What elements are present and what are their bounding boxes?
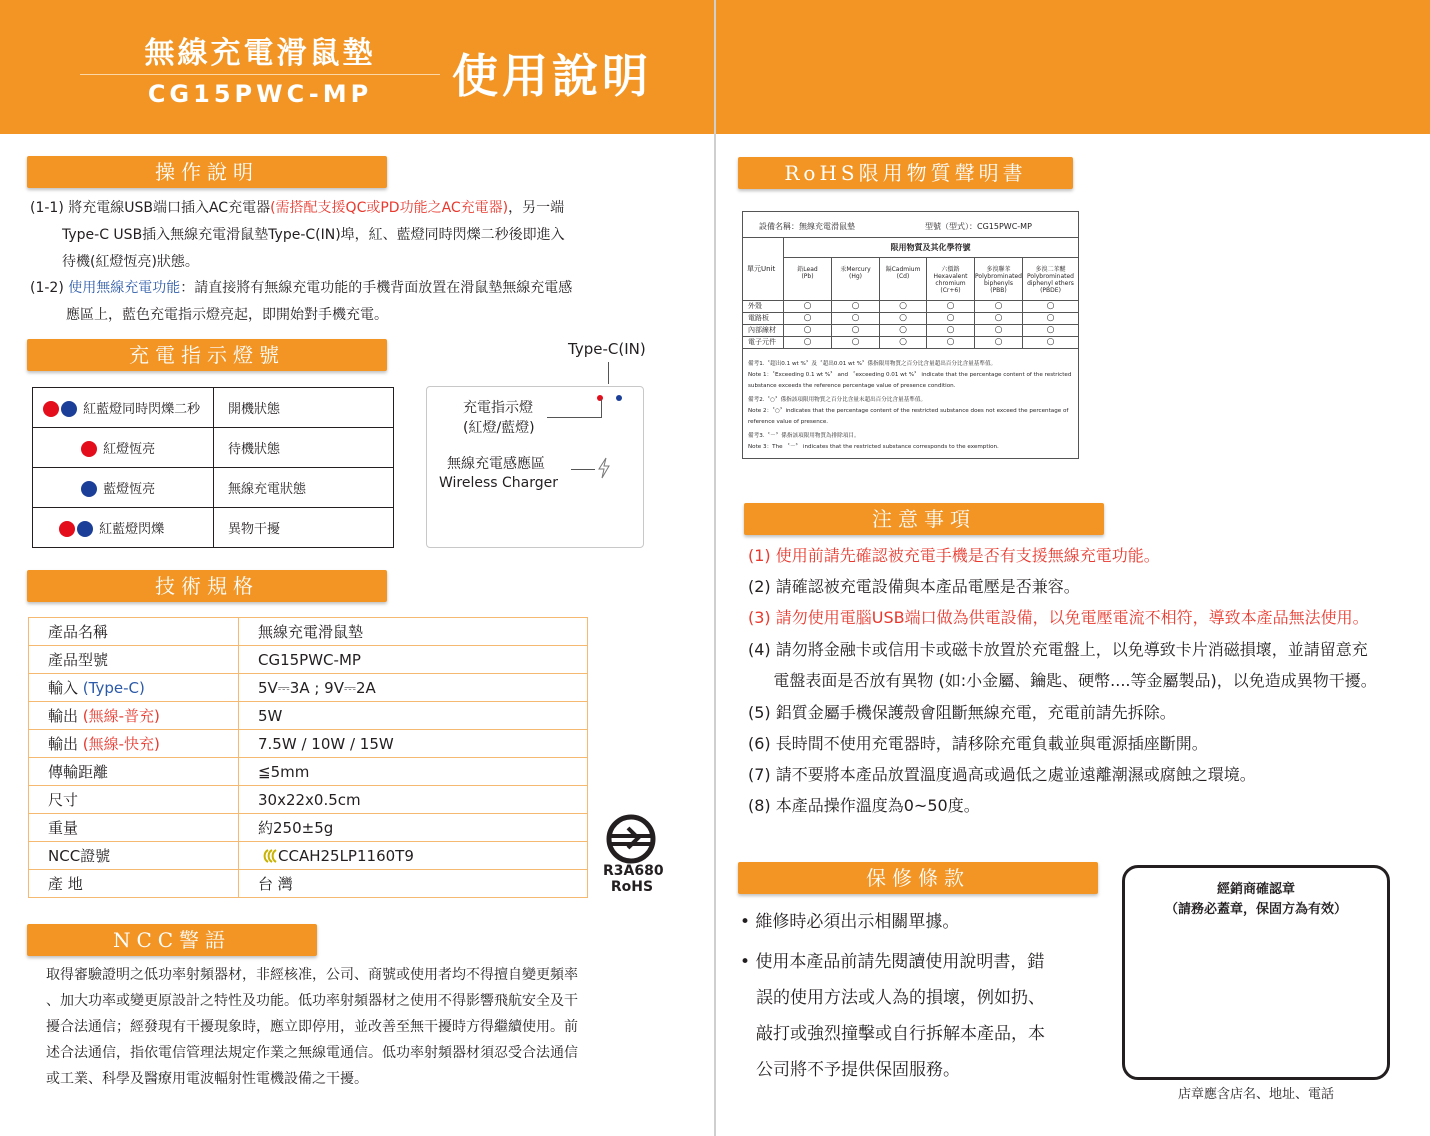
led-leader-line-v xyxy=(601,399,602,418)
rohs-mark: ○ xyxy=(974,337,1022,349)
rohs-mark: ○ xyxy=(831,313,879,325)
rohs-unit: 電子元件 xyxy=(748,338,776,346)
rohs-mark: ○ xyxy=(926,313,974,325)
spec-value: 7.5W / 10W / 15W xyxy=(239,730,588,758)
warranty-item-1-text: 維修時必須出示相關單據。 xyxy=(755,912,960,932)
spec-key-note: (無線-快充) xyxy=(82,735,160,753)
dealer-stamp-box xyxy=(1122,865,1390,1080)
table-row xyxy=(29,646,588,674)
rohs-mark: ○ xyxy=(879,313,926,325)
spec-key-note: (Type-C) xyxy=(82,679,145,697)
step-2-number: (1-2) xyxy=(30,280,69,296)
table-row xyxy=(29,702,588,730)
dealer-note: （請務必蓋章，保固方為有效） xyxy=(1164,902,1347,917)
caution-item: (6) 長時間不使用充電器時，請移除充電負載並與電源插座斷開。 xyxy=(748,734,1208,753)
rohs-substance-name: 多溴二苯醚 Polybrominated diphenyl ethers xyxy=(1027,266,1074,287)
rohs-type: 型號（型式）：CG15PWC-MP xyxy=(925,222,1032,231)
rohs-mark: ○ xyxy=(783,337,831,349)
table-row xyxy=(29,618,588,646)
rohs-note: 備考3.〝－〞係指該項限用物質為排除項目。 xyxy=(748,433,860,439)
table-row xyxy=(33,388,394,428)
rohs-mark: ○ xyxy=(1022,313,1078,325)
rohs-note: substance exceeds the reference percentage value of presence condition. xyxy=(748,383,956,389)
rohs-substance-symbol: (Hg) xyxy=(848,273,862,280)
spec-key: 重量 xyxy=(48,819,79,837)
spec-key: 產品型號 xyxy=(48,651,109,669)
table-row xyxy=(29,730,588,758)
rohs-mark: ○ xyxy=(926,337,974,349)
rohs-unit: 外殼 xyxy=(748,302,762,310)
rohs-mark: ○ xyxy=(831,337,879,349)
rohs-mark: ○ xyxy=(831,301,879,313)
cautions-section-title: 注意事項 xyxy=(744,503,1104,535)
left-header-bar xyxy=(0,0,714,134)
step-1-requirement: (需搭配支援QC或PD功能之AC充電器) xyxy=(270,200,509,216)
indicator-state: 待機狀態 xyxy=(214,428,394,468)
rohs-mark: ○ xyxy=(926,325,974,337)
rohs-equipment: 設備名稱：無線充電滑鼠墊 xyxy=(759,222,855,231)
product-model: CG15PWC-MP xyxy=(147,80,373,108)
specs-section-title: 技術規格 xyxy=(27,570,387,602)
spec-key: 產 地 xyxy=(48,875,83,893)
indicator-light: 紅燈恆亮 xyxy=(103,441,156,457)
manual-title: 使用說明 xyxy=(452,49,652,103)
table-row xyxy=(29,758,588,786)
ncc-line: 擾合法通信；經發現有干擾現象時，應立即停用，並改善至無干擾時方得繼續使用。前 xyxy=(46,1019,578,1035)
rohs-substance-name: 六價鉻 Hexavalent chromium xyxy=(933,266,968,287)
operation-section-title: 操作說明 xyxy=(27,156,387,188)
blue-led-icon xyxy=(81,481,97,497)
table-row xyxy=(29,814,588,842)
table-row xyxy=(29,870,588,898)
rohs-note: 備考2.〝○〞係指該項限用物質之百分比含量未超出百分比含量基準值。 xyxy=(748,397,927,403)
rohs-unit: 電路板 xyxy=(748,314,769,322)
mousepad-diagram xyxy=(426,386,644,548)
spec-value: ≦5mm xyxy=(239,758,588,786)
warranty-item-2-line: 誤的使用方法或人為的損壞，例如扔、 xyxy=(756,988,1045,1008)
caution-item: (4) 請勿將金融卡或信用卡或磁卡放置於充電盤上，以免導致卡片消磁損壞，並請留意充 xyxy=(748,640,1368,659)
warranty-item-2-line: 公司將不予提供保固服務。 xyxy=(756,1060,960,1080)
rohs-substance-symbol: (Cr+6) xyxy=(940,287,961,294)
table-row xyxy=(743,301,1078,313)
rohs-mark: ○ xyxy=(879,301,926,313)
indicator-state: 無線充電狀態 xyxy=(214,468,394,508)
led-label-colors: (紅燈/藍燈) xyxy=(463,420,535,436)
table-row xyxy=(29,786,588,814)
table-row xyxy=(29,674,588,702)
operation-step-2 xyxy=(30,275,572,301)
indicator-section-title: 充電指示燈號 xyxy=(27,339,387,371)
spec-key: 輸出 xyxy=(48,707,83,725)
table-row xyxy=(743,313,1078,325)
rohs-substance-symbol: (Pb) xyxy=(801,273,814,280)
step-2-feature: 使用無線充電功能 xyxy=(68,280,181,296)
rohs-mark: ○ xyxy=(783,313,831,325)
rohs-mark: ○ xyxy=(831,325,879,337)
charging-zone-label: 無線充電感應區 xyxy=(447,456,545,472)
operation-step-1 xyxy=(30,195,564,221)
rohs-unit-header: 單元Unit xyxy=(747,265,776,273)
table-row xyxy=(33,468,394,508)
ncc-line: 或工業、科學及醫療用電波輻射性電機設備之干擾。 xyxy=(46,1071,368,1087)
page-fold-divider xyxy=(714,0,716,1136)
rohs-mark: ○ xyxy=(974,325,1022,337)
red-led-icon xyxy=(43,401,59,417)
warranty-item-2-line: 敲打或強烈撞擊或自行拆解本產品，本 xyxy=(756,1024,1045,1044)
red-led-dot-icon xyxy=(597,395,603,401)
specs-table xyxy=(28,617,588,898)
caution-item: (7) 請不要將本產品放置溫度過高或過低之處並遠離潮濕或腐蝕之環境。 xyxy=(748,765,1256,784)
rohs-mark: ○ xyxy=(783,325,831,337)
rohs-mark: ○ xyxy=(1022,337,1078,349)
warranty-item-2: • 使用本產品前請先閱讀使用說明書，錯 誤的使用方法或人為的損壞，例如扔、 敲打或強烈撞擊或自行拆解本產品，本 公司將不予提供保固服務。 xyxy=(740,944,1045,1088)
header-rule xyxy=(80,74,440,75)
rohs-declaration-table xyxy=(742,211,1079,459)
zone-leader-line xyxy=(571,469,595,470)
spec-key: 傳輸距離 xyxy=(48,763,109,781)
caution-item: (1) 使用前請先確認被充電手機是否有支援無線充電功能。 xyxy=(748,546,1160,565)
spec-value: 30x22x0.5cm xyxy=(239,786,588,814)
product-name: 無線充電滑鼠墊 xyxy=(144,36,376,71)
spec-key: 輸出 xyxy=(48,735,83,753)
ncc-logo-icon xyxy=(258,848,278,864)
rohs-note: 備考1.〝超出0.1 wt %〞及〝超出0.01 wt %〞係指限用物質之百分比含量超出百分比含量基準值。 xyxy=(748,361,997,367)
led-leader-line xyxy=(547,417,602,418)
bsmi-rohs: RoHS xyxy=(610,879,654,895)
caution-item: (3) 請勿使用電腦USB端口做為供電設備，以免電壓電流不相符，導致本產品無法使用。 xyxy=(748,608,1369,627)
rohs-note: reference value of presence. xyxy=(748,419,829,425)
spec-value: 台 灣 xyxy=(239,870,588,898)
dealer-title: 經銷商確認章 xyxy=(1216,882,1295,897)
ncc-line: 取得審驗證明之低功率射頻器材，非經核准，公司、商號或使用者均不得擅自變更頻率 xyxy=(46,967,578,983)
rohs-substance xyxy=(926,258,974,300)
warranty-section-title: 保修條款 xyxy=(738,862,1098,894)
blue-led-dot-icon xyxy=(616,395,622,401)
table-row xyxy=(743,337,1078,349)
rohs-section-title: RoHS限用物質聲明書 xyxy=(738,157,1073,189)
indicator-light: 藍燈恆亮 xyxy=(103,481,156,497)
rohs-group-header: 限用物質及其化學符號 xyxy=(890,243,971,252)
rohs-mark: ○ xyxy=(783,301,831,313)
step-1-text: (1-1) 將充電線USB端口插入AC充電器 xyxy=(30,200,271,216)
bsmi-mark-icon xyxy=(604,812,658,866)
rohs-substance-name: 鎘Cadmium xyxy=(885,266,921,273)
rohs-note: Note 3：The 〝－〞 indicates that the restricted substance corresponds to the exemption. xyxy=(748,444,999,450)
rohs-substance xyxy=(831,258,879,300)
ncc-section-title: NCC警語 xyxy=(27,924,317,956)
spec-key: 輸入 xyxy=(48,679,83,697)
charging-zone-label-en: Wireless Charger xyxy=(439,475,559,491)
indicator-light: 紅藍燈同時閃爍二秒 xyxy=(83,401,201,417)
rohs-mark: ○ xyxy=(1022,325,1078,337)
indicator-state: 開機狀態 xyxy=(214,388,394,428)
indicator-table xyxy=(32,387,394,548)
bsmi-code: R3A680 xyxy=(603,863,664,879)
step-2-text: ：請直接將有無線充電功能的手機背面放置在滑鼠墊無線充電感 xyxy=(180,280,573,296)
operation-step-2-line-2: 應區上，藍色充電指示燈亮起，即開始對手機充電。 xyxy=(66,307,388,323)
warranty-item-2-line: 使用本產品前請先閱讀使用說明書，錯 xyxy=(755,952,1045,972)
rohs-substance-symbol: (Cd) xyxy=(896,273,910,280)
warranty-item-1: • 維修時必須出示相關單據。 xyxy=(740,912,960,932)
blue-led-icon xyxy=(61,401,77,417)
spec-key: 尺寸 xyxy=(48,791,79,809)
table-row xyxy=(33,428,394,468)
rohs-substance-name: 多溴聯苯 Polybrominated biphenyls xyxy=(975,266,1022,287)
spec-value: 約250±5g xyxy=(239,814,588,842)
caution-item: 電盤表面是否放有異物 (如:小金屬、鑰匙、硬幣....等金屬製品)，以免造成異物干擾。 xyxy=(748,671,1377,690)
blue-led-icon xyxy=(77,521,93,537)
indicator-state: 異物干擾 xyxy=(214,508,394,548)
rohs-substance xyxy=(783,258,831,300)
rohs-substance-name: 汞Mercury xyxy=(840,266,871,273)
indicator-light: 紅藍燈閃爍 xyxy=(99,521,165,537)
rohs-mark: ○ xyxy=(879,337,926,349)
spec-value: 5V⎓3A ; 9V⎓2A xyxy=(239,674,588,702)
led-label: 充電指示燈 xyxy=(463,400,533,416)
ncc-line: 、加大功率或變更原設計之特性及功能。低功率射頻器材之使用不得影響飛航安全及干 xyxy=(46,993,578,1009)
rohs-mark: ○ xyxy=(974,301,1022,313)
rohs-substance-symbol: (PBDE) xyxy=(1040,287,1061,294)
rohs-note: Note 1：〝Exceeding 0.1 wt %〞 and 〝exceeding 0.01 wt %〞 indicate that the percentage content of the restricted xyxy=(748,372,1072,378)
rohs-mark: ○ xyxy=(1022,301,1078,313)
red-led-icon xyxy=(81,441,97,457)
right-header-bar xyxy=(716,0,1430,134)
rohs-substance xyxy=(1022,258,1078,300)
table-row xyxy=(29,842,588,870)
rohs-mark: ○ xyxy=(879,325,926,337)
spec-value: CG15PWC-MP xyxy=(239,646,588,674)
lightning-icon xyxy=(597,457,611,479)
operation-step-1-line-2: Type-C USB插入無線充電滑鼠墊Type-C(IN)埠，紅、藍燈同時閃爍二秒後即進入 xyxy=(62,227,565,243)
typec-leader-line xyxy=(608,362,609,384)
spec-key: NCC證號 xyxy=(48,847,111,865)
spec-value: CCAH25LP1160T9 xyxy=(278,846,414,865)
typec-label: Type-C(IN) xyxy=(568,340,646,358)
caution-item: (5) 鋁質金屬手機保護殼會阻斷無線充電，充電前請先拆除。 xyxy=(748,703,1176,722)
rohs-substance-symbol: (PBB) xyxy=(990,287,1007,294)
spec-value: 5W xyxy=(239,702,588,730)
rohs-mark: ○ xyxy=(974,313,1022,325)
spec-value: 無線充電滑鼠墊 xyxy=(239,618,588,646)
table-row xyxy=(743,325,1078,337)
rohs-unit: 內部線材 xyxy=(748,326,776,334)
rohs-substance-name: 鉛Lead xyxy=(797,266,818,273)
step-1-text-end: ，另一端 xyxy=(508,200,565,216)
rohs-substance xyxy=(879,258,926,300)
rohs-mark: ○ xyxy=(926,301,974,313)
table-row xyxy=(33,508,394,548)
dealer-footer: 店章應含店名、地址、電話 xyxy=(1177,1087,1334,1102)
rohs-note: Note 2：〝○〞indicates that the percentage content of the restricted substance does not exceed the percentage of xyxy=(748,408,1069,414)
spec-key-note: (無線-普充) xyxy=(82,707,160,725)
spec-key: 產品名稱 xyxy=(48,623,109,641)
operation-step-1-line-3: 待機(紅燈恆亮)狀態。 xyxy=(62,254,199,270)
rohs-substance xyxy=(974,258,1022,300)
caution-item: (8) 本產品操作溫度為0~50度。 xyxy=(748,796,980,815)
ncc-line: 述合法通信，指依電信管理法規定作業之無線電通信。低功率射頻器材須忍受合法通信 xyxy=(46,1045,578,1061)
red-led-icon xyxy=(59,521,75,537)
caution-item: (2) 請確認被充電設備與本產品電壓是否兼容。 xyxy=(748,577,1080,596)
